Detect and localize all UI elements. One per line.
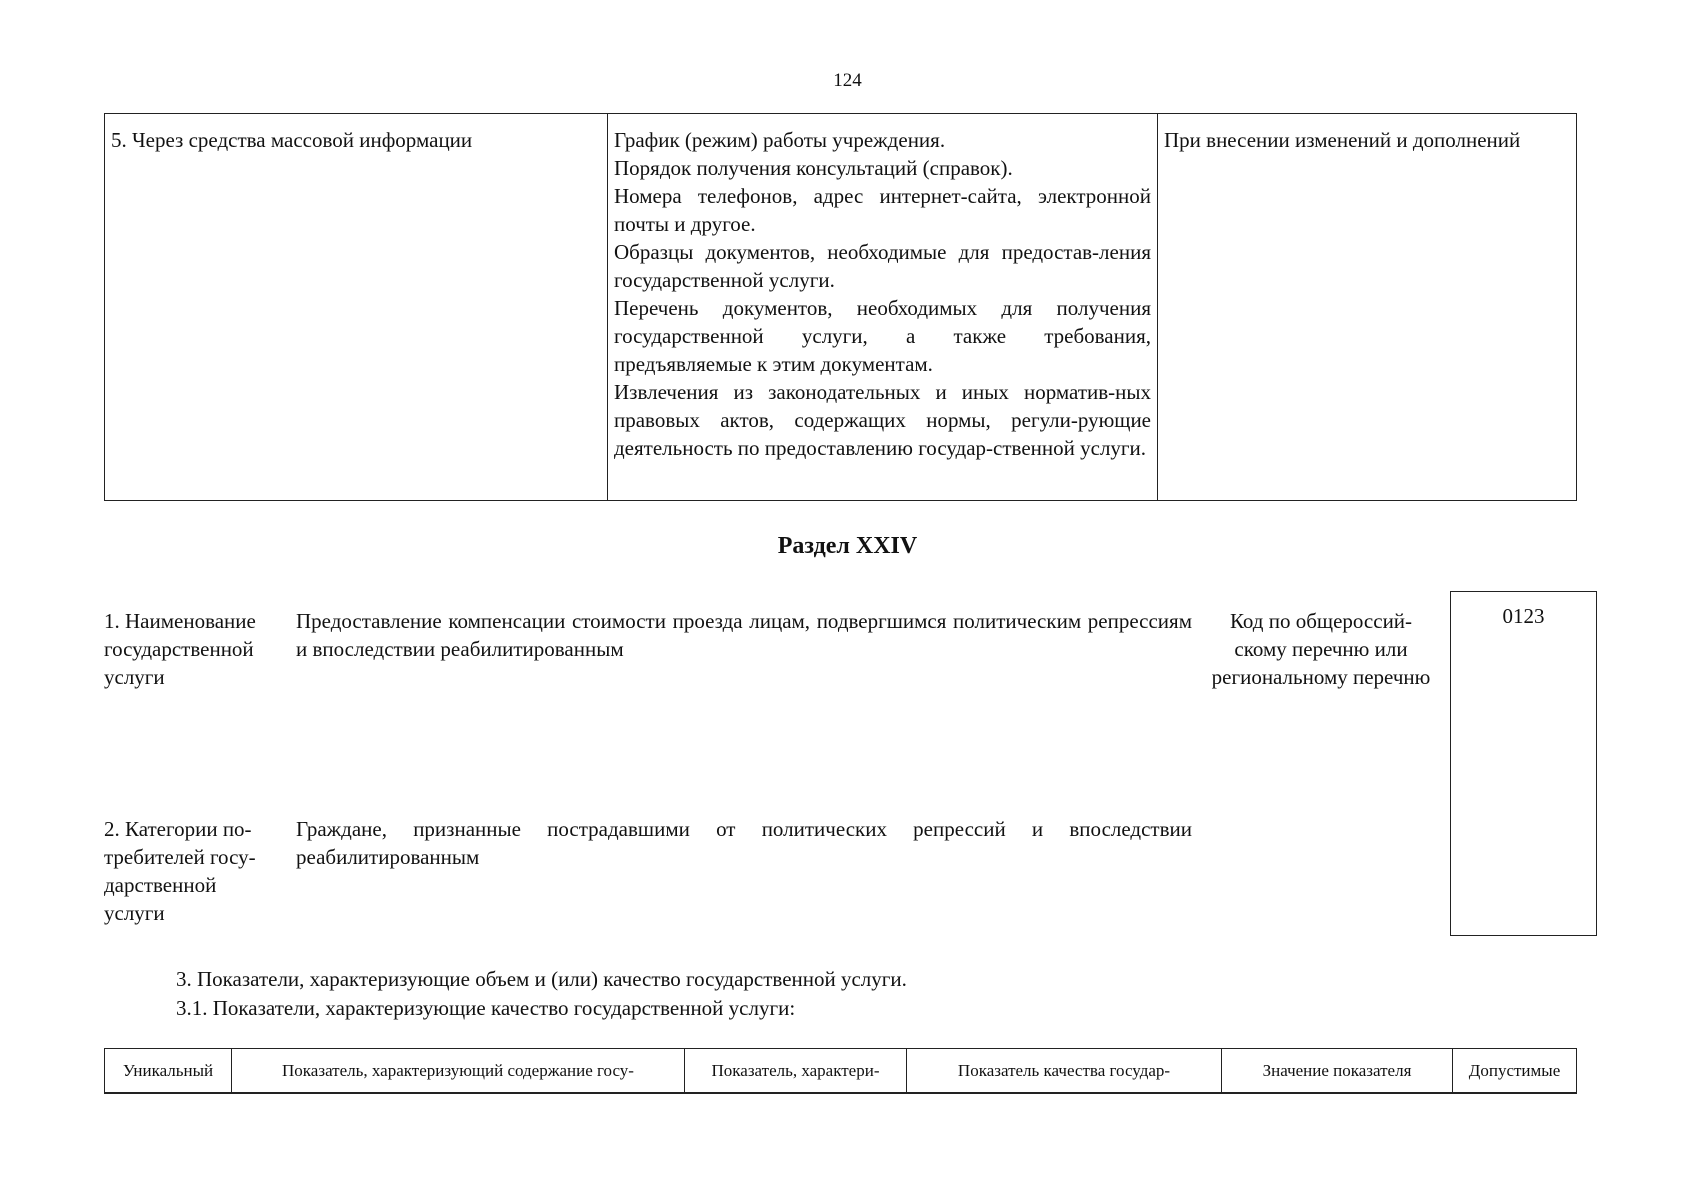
column-header: Показатель, характери- [685, 1049, 907, 1094]
column-header: Уникальный [105, 1049, 232, 1094]
category-label: 2. Категории по-требителей госу-дарственной услуги [104, 817, 256, 925]
table-row [105, 114, 1577, 501]
column-header: Допустимые [1453, 1049, 1577, 1094]
indicators-heading: 3. Показатели, характеризующие объем и (или) качество государственной услуги. [176, 967, 907, 991]
info-methods-table [104, 113, 1577, 501]
method-cell [105, 114, 608, 501]
method-text: 5. Через средства массовой информации [111, 128, 473, 152]
content-item: Образцы документов, необходимые для предостав-ления государственной услуги. [614, 240, 1151, 292]
category-value: Граждане, признанные пострадавшими от политических репрессий и впоследствии реабилитированным [296, 817, 1192, 869]
service-name-value: Предоставление компенсации стоимости проезда лицам, подвергшимся политическим репрессиям и впоследствии реабилитированным [296, 609, 1192, 661]
content-item: График (режим) работы учреждения. [614, 128, 946, 152]
indicators-subheading: 3.1. Показатели, характеризующие качество государственной услуги: [176, 996, 796, 1020]
content-item: Перечень документов, необходимых для получения государственной услуги, а также требования, предъявляемые к этим документам. [614, 296, 1151, 376]
quality-indicators-table [104, 1048, 1577, 1094]
code-value: 0123 [1502, 604, 1545, 628]
frequency-cell [1158, 114, 1577, 501]
column-header: Показатель качества государ- [907, 1049, 1222, 1094]
page-number: 124 [833, 70, 862, 91]
service-name-label: 1. Наименование государственной услуги [104, 609, 256, 689]
section-title: Раздел XXIV [777, 533, 918, 559]
code-box [1450, 591, 1597, 936]
content-item: Номера телефонов, адрес интернет-сайта, электронной почты и другое. [614, 184, 1151, 236]
content-item: Порядок получения консультаций (справок). [614, 156, 1013, 180]
frequency-text: При внесении изменений и дополнений [1164, 128, 1521, 152]
content-item: Извлечения из законодательных и иных норматив-ных правовых актов, содержащих нормы, регули-рующие деятельность по предоставлению государ-ственной услуги. [614, 380, 1151, 460]
column-header: Значение показателя [1222, 1049, 1453, 1094]
table-header-row [105, 1049, 1577, 1094]
content-cell [608, 114, 1158, 501]
column-header: Показатель, характеризующий содержание госу- [232, 1049, 685, 1094]
code-label: Код по общероссий-скому перечню или региональному перечню [1211, 609, 1431, 689]
